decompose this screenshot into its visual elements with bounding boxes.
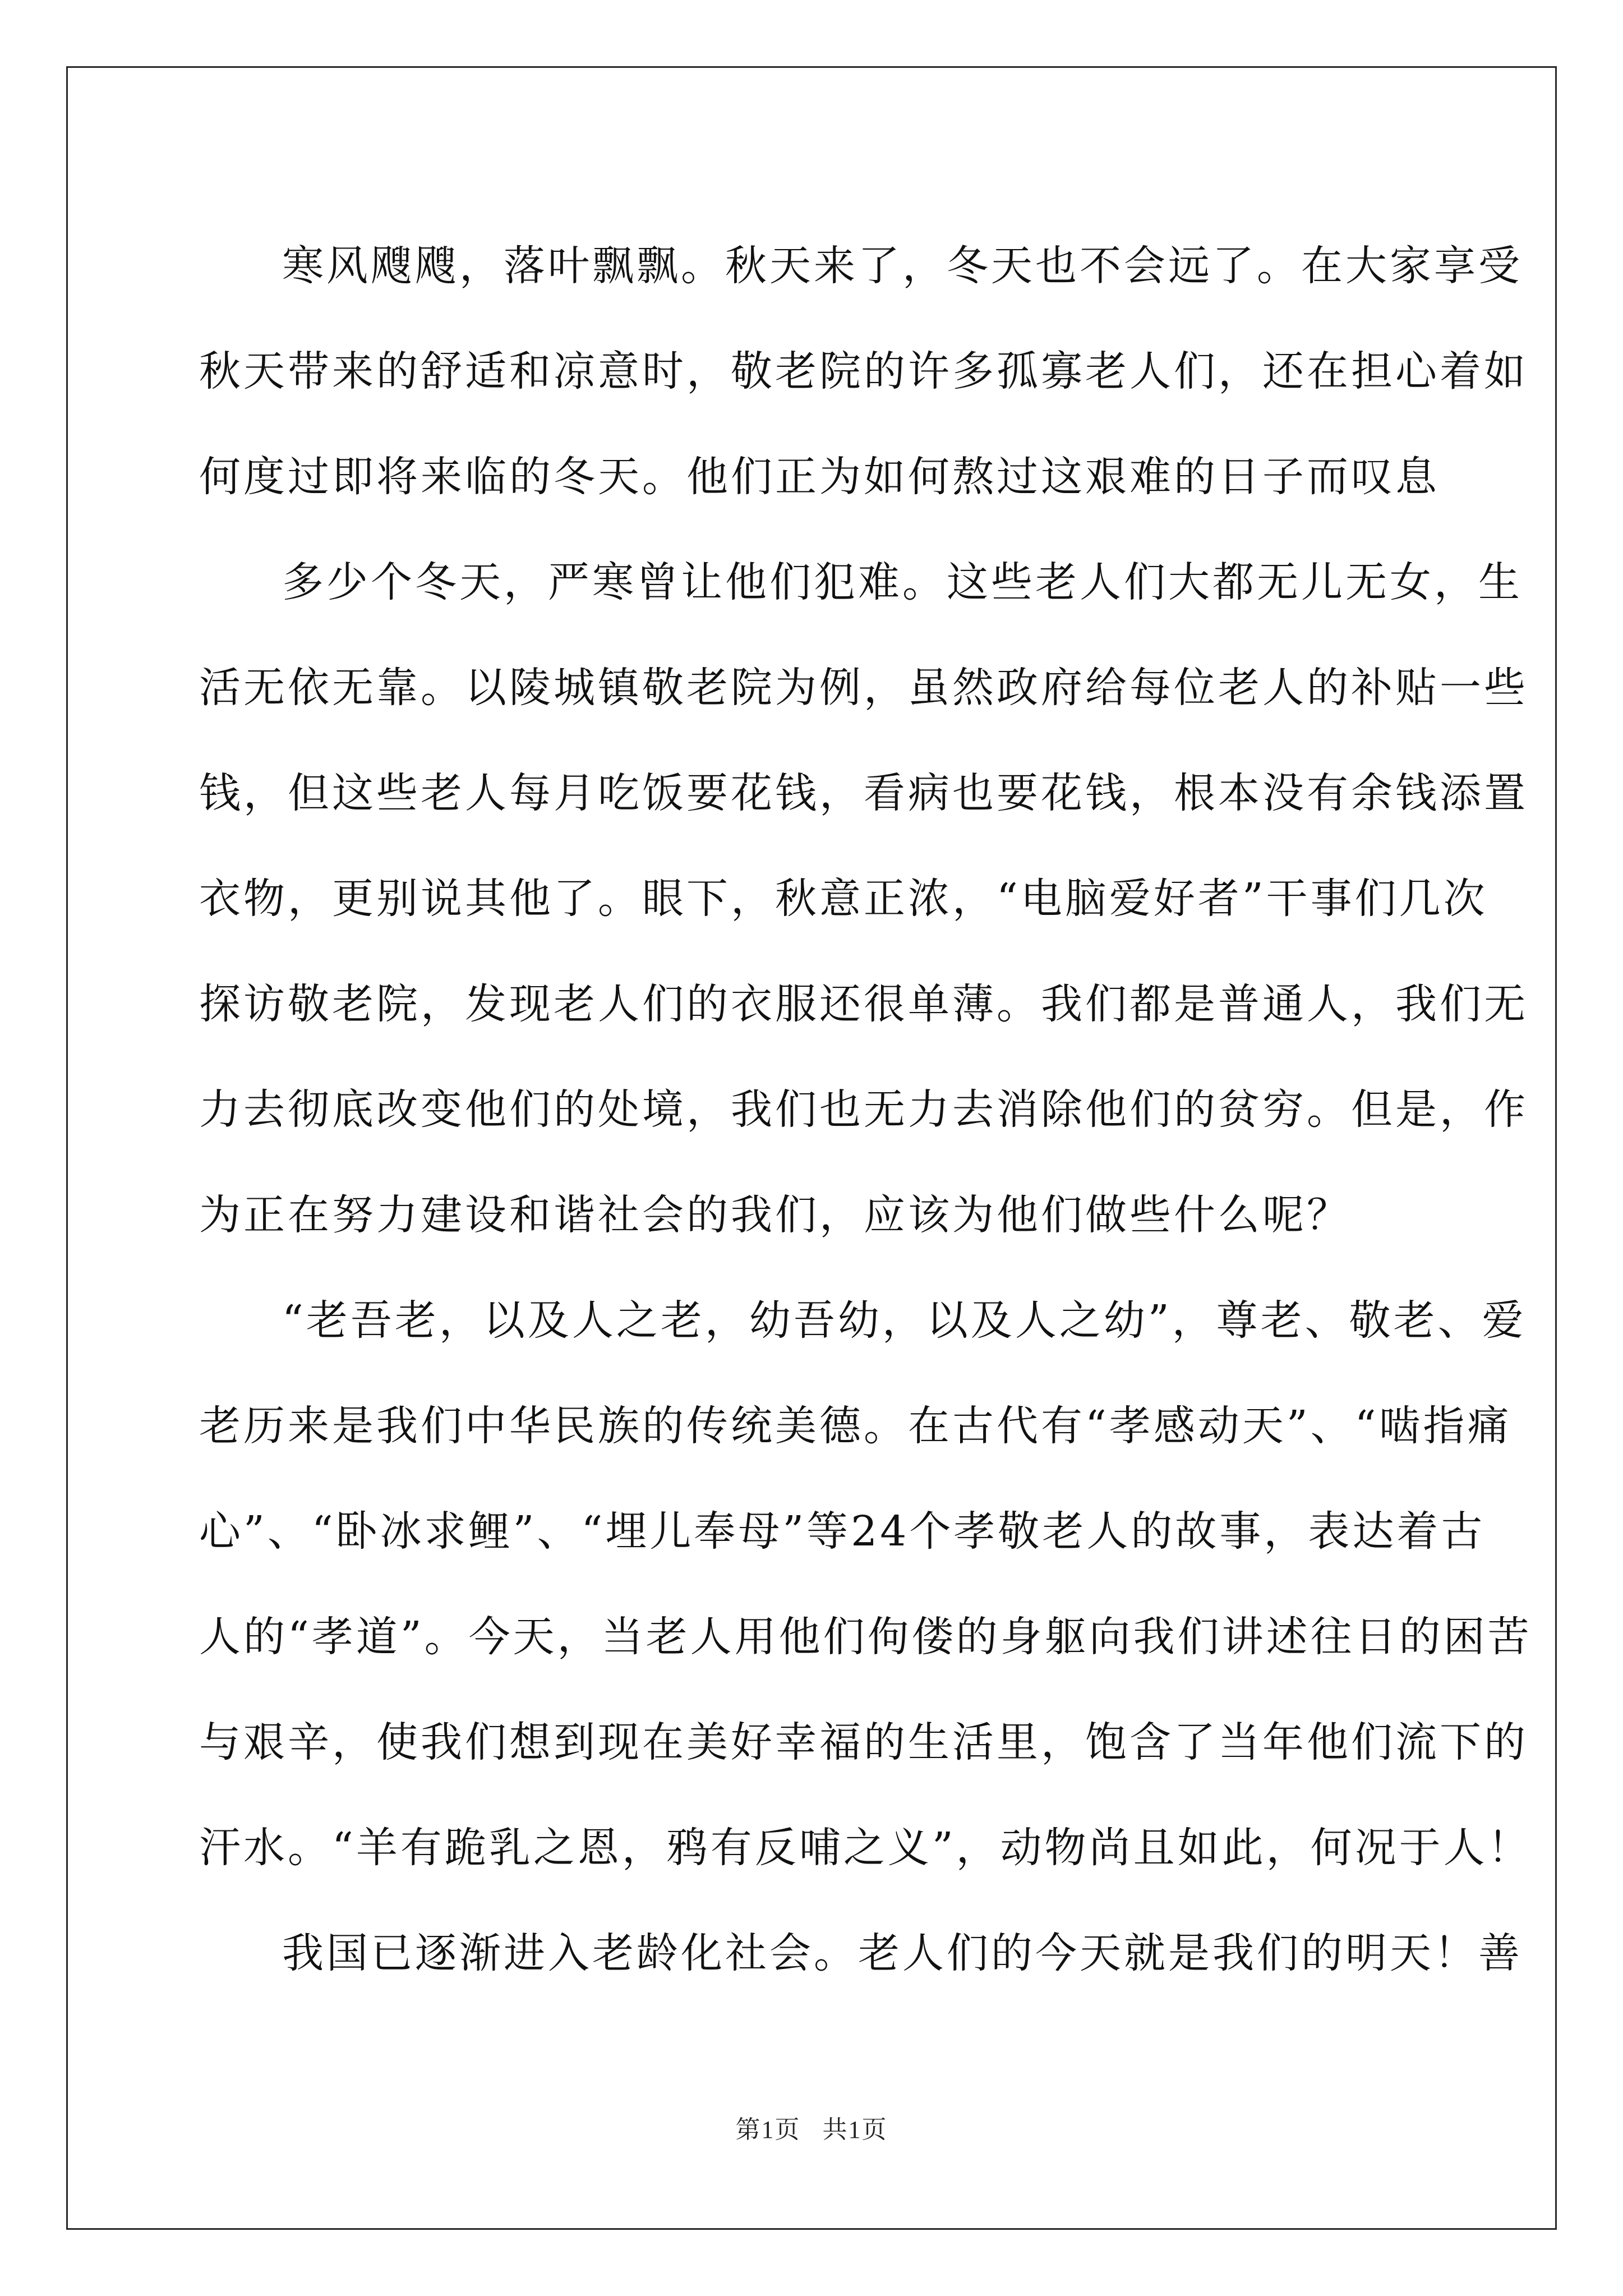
document-body: [199, 213, 1532, 2006]
paragraph-line: 秋天带来的舒适和凉意时，敬老院的许多孤寡老人们，还在担心着如: [199, 347, 1528, 395]
page-number-footer: 第1页 共1页: [735, 2116, 888, 2143]
paragraph-line: 与艰辛，使我们想到现在美好幸福的生活里，饱含了当年他们流下的: [199, 1718, 1528, 1766]
paragraph-line: 心”、“卧冰求鲤”、“埋儿奉母”等24个孝敬老人的故事，表达着古: [199, 1507, 1486, 1556]
paragraph-line: 老历来是我们中华民族的传统美德。在古代有“孝感动天”、“啮指痛: [199, 1402, 1512, 1450]
paragraph-line: 汗水。“羊有跪乳之恩，鸦有反哺之义”，动物尚且如此，何况于人！: [199, 1824, 1532, 1872]
paragraph-line: 我国已逐渐进入老龄化社会。老人们的今天就是我们的明天！善: [282, 1929, 1523, 1977]
paragraph-line: 探访敬老院，发现老人们的衣服还很单薄。我们都是普通人，我们无: [199, 980, 1528, 1028]
paragraph-line: 衣物，更别说其他了。眼下，秋意正浓，“电脑爱好者”干事们几次: [199, 875, 1488, 923]
paragraph-line: 何度过即将来临的冬天。他们正为如何熬过这艰难的日子而叹息: [199, 453, 1440, 501]
paragraph-line: 人的“孝道”。今天，当老人用他们佝偻的身躯向我们讲述往日的困苦: [199, 1613, 1532, 1661]
paragraph-line: 钱，但这些老人每月吃饭要花钱，看病也要花钱，根本没有余钱添置: [199, 769, 1528, 817]
paragraph-line: “老吾老，以及人之老，幼吾幼，以及人之幼”，尊老、敬老、爱: [282, 1296, 1527, 1345]
paragraph-line: 力去彻底改变他们的处境，我们也无力去消除他们的贫穷。但是，作: [199, 1085, 1528, 1134]
paragraph-line: 活无依无靠。以陵城镇敬老院为例，虽然政府给每位老人的补贴一些: [199, 664, 1528, 712]
paragraph-line: 寒风飕飕，落叶飘飘。秋天来了，冬天也不会远了。在大家享受: [282, 242, 1523, 290]
paragraph-line: 多少个冬天，严寒曾让他们犯难。这些老人们大都无儿无女，生: [282, 558, 1523, 606]
paragraph-line: 为正在努力建设和谐社会的我们，应该为他们做些什么呢？: [199, 1191, 1351, 1239]
